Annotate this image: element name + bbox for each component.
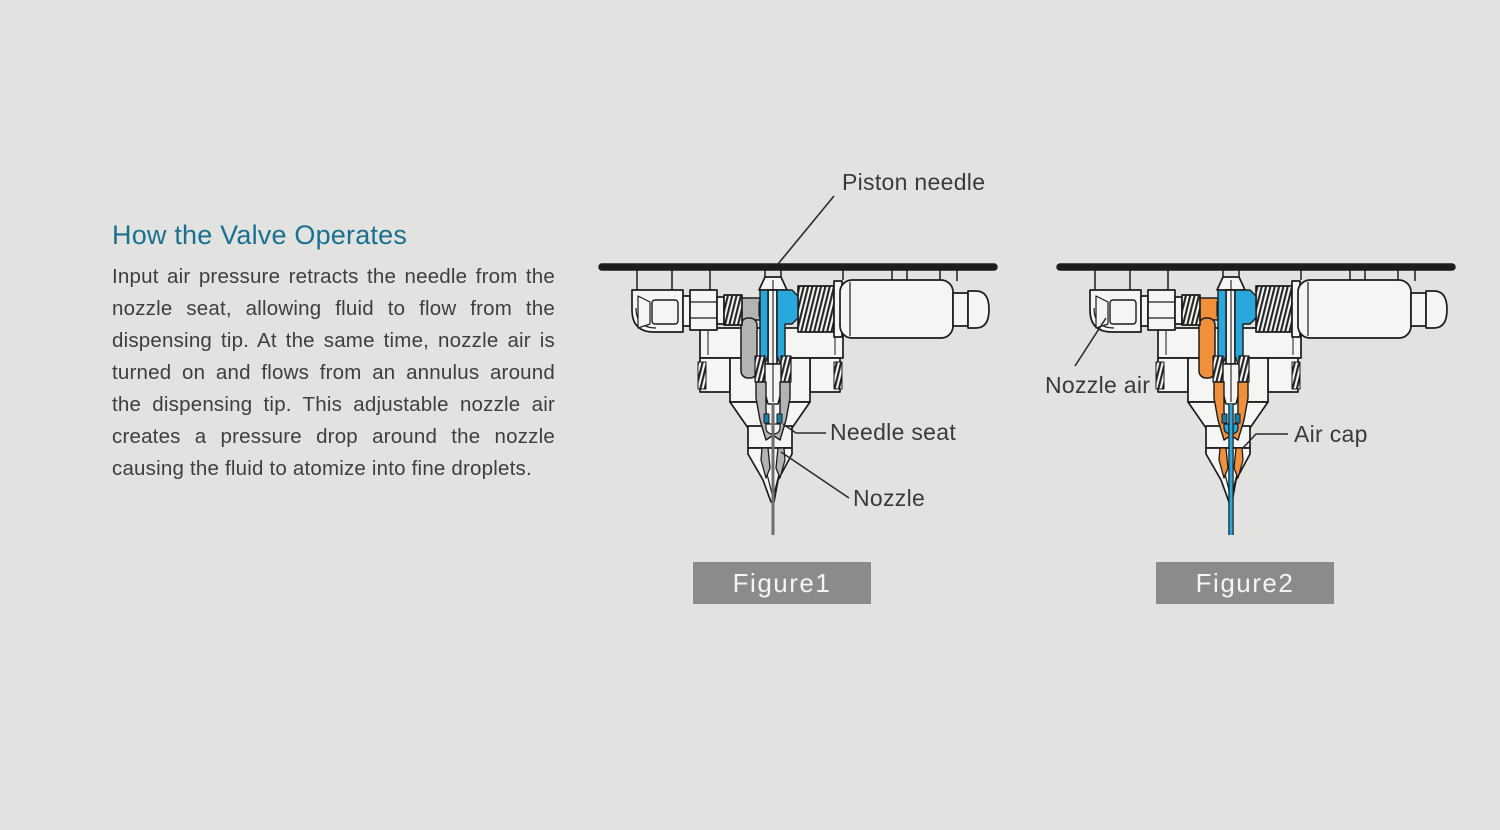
- body-paragraph: Input air pressure retracts the needle from the nozzle seat, allowing fluid to flow from the dispensing tip. At the same time, nozzle air is turned on and flows from an annulus around the dispensing tip. This adjustable nozzle air creates a pressure drop around the nozzle causing the fluid to atomize into fine droplets.: [112, 265, 555, 480]
- page-title: How the Valve Operates: [112, 220, 408, 250]
- label-nozzle: Nozzle: [853, 485, 926, 511]
- leader-line-nozzle-air: [1075, 318, 1106, 366]
- article-block: [112, 220, 555, 485]
- label-air-cap: Air cap: [1294, 421, 1368, 447]
- label-nozzle-air: Nozzle air: [1045, 372, 1151, 398]
- leader-line-piston-needle: [778, 196, 834, 264]
- figure2-diagram: [1028, 150, 1498, 630]
- valve-drawing-fig2: [1060, 267, 1452, 535]
- figure1-caption: Figure1: [693, 562, 871, 604]
- figure2-caption: Figure2: [1156, 562, 1334, 604]
- label-needle-seat: Needle seat: [830, 419, 957, 445]
- leader-line-nozzle: [781, 452, 849, 498]
- label-piston-needle: Piston needle: [842, 169, 986, 195]
- valve-drawing-fig1: [602, 267, 994, 535]
- figure1-diagram: [590, 150, 1030, 630]
